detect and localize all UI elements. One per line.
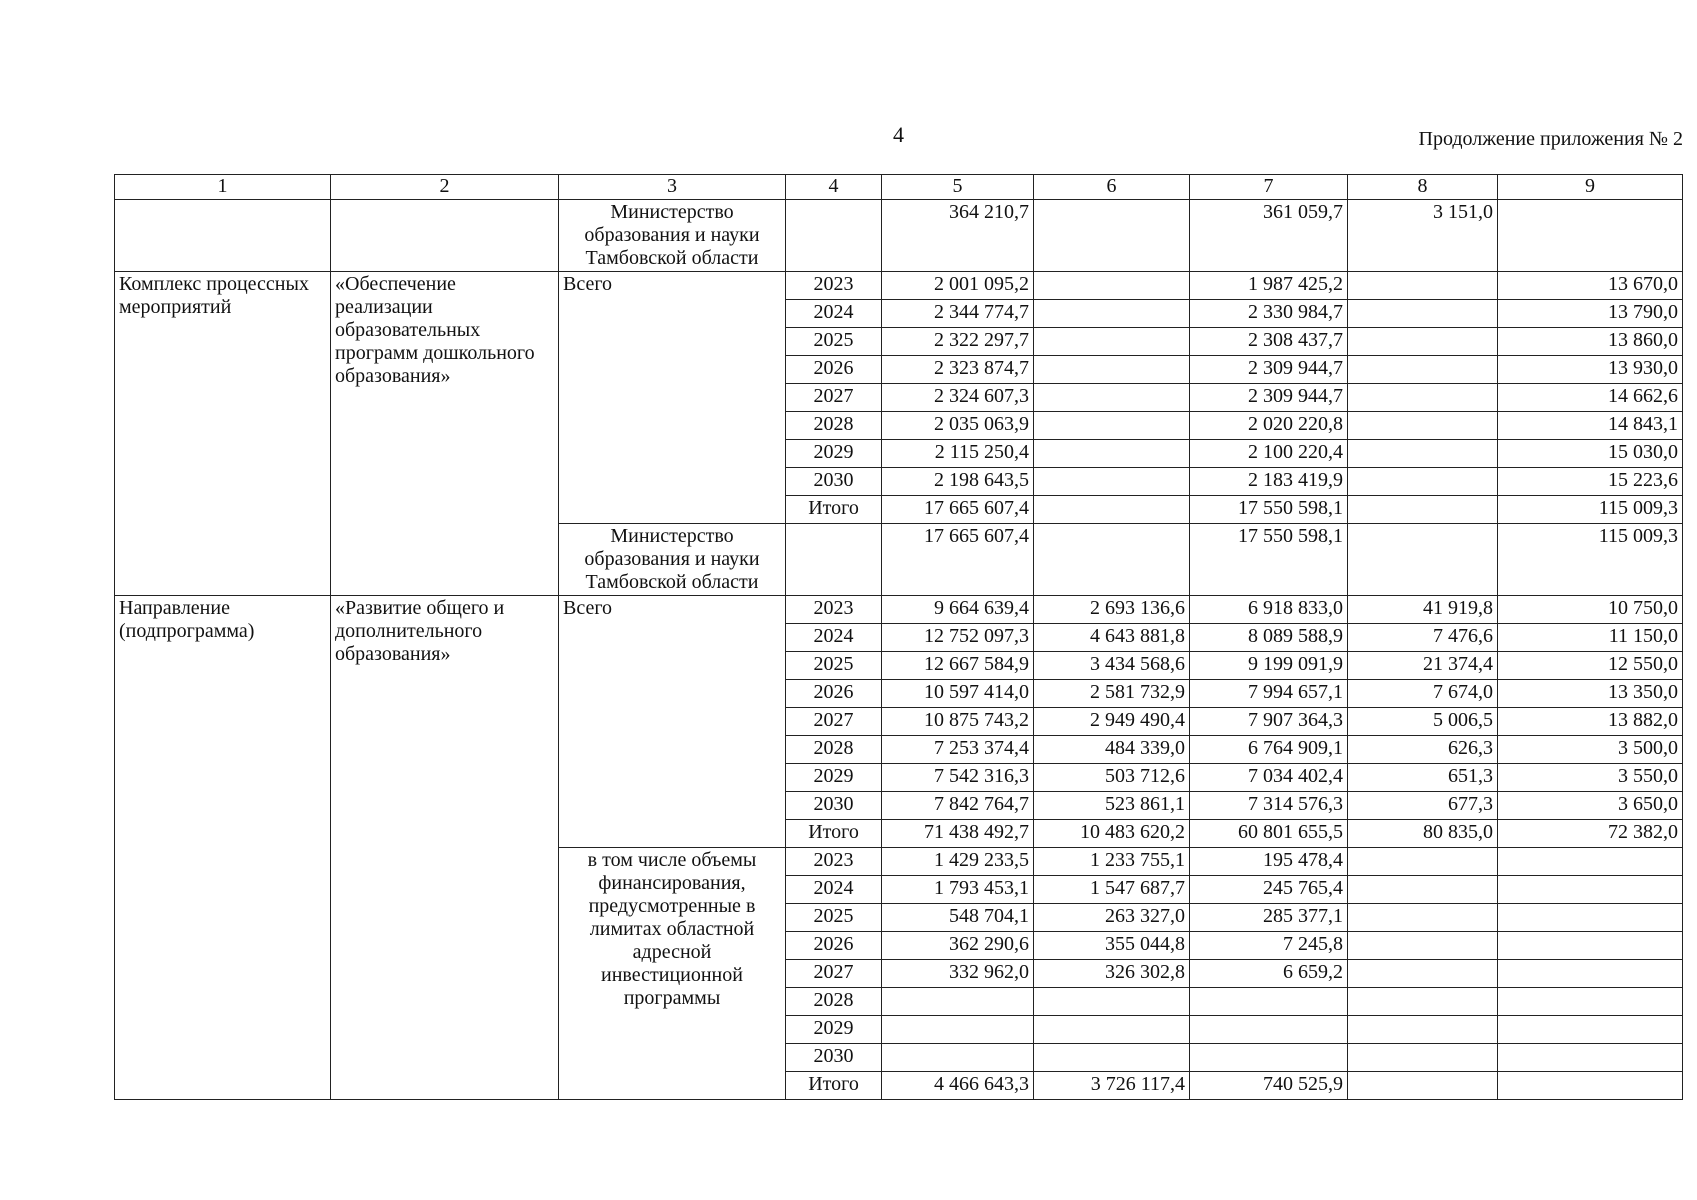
value-cell: 362 290,6 (882, 932, 1034, 960)
value-cell (1498, 988, 1683, 1016)
value-cell (1034, 272, 1190, 300)
value-cell (1498, 960, 1683, 988)
value-cell: 80 835,0 (1348, 820, 1498, 848)
year-cell: 2029 (786, 764, 882, 792)
year-cell: 2028 (786, 412, 882, 440)
value-cell: 677,3 (1348, 792, 1498, 820)
structural-element-name: «Развитие общего и дополнительного образования» (331, 596, 559, 1100)
table-row (115, 272, 1683, 300)
structural-element-name: «Обеспечение реализации образовательных программ дошкольного образования» (331, 272, 559, 596)
year-cell: 2024 (786, 624, 882, 652)
value-cell (1034, 1044, 1190, 1072)
table-row (115, 596, 1683, 624)
column-header: 5 (882, 175, 1034, 200)
value-cell: 2 693 136,6 (1034, 596, 1190, 624)
column-number-row (115, 175, 1683, 200)
value-cell: 7 994 657,1 (1190, 680, 1348, 708)
value-cell (1034, 384, 1190, 412)
value-cell: 6 659,2 (1190, 960, 1348, 988)
value-cell: 7 245,8 (1190, 932, 1348, 960)
value-cell: 332 962,0 (882, 960, 1034, 988)
value-cell: 21 374,4 (1348, 652, 1498, 680)
empty-cell (331, 200, 559, 272)
page-number: 4 (893, 122, 904, 147)
empty-cell (115, 200, 331, 272)
year-cell: 2027 (786, 960, 882, 988)
value-cell (1348, 1016, 1498, 1044)
value-cell (882, 988, 1034, 1016)
empty-cell (786, 200, 882, 272)
value-cell: 9 199 091,9 (1190, 652, 1348, 680)
value-cell: 484 339,0 (1034, 736, 1190, 764)
value-cell (1034, 440, 1190, 468)
value-cell (1034, 412, 1190, 440)
year-cell: 2023 (786, 272, 882, 300)
value-cell (1348, 300, 1498, 328)
value-cell: 7 907 364,3 (1190, 708, 1348, 736)
group-label: в том числе объемы финансирования, предусмотренные в лимитах областной адресной инвестиционной программы (559, 848, 786, 1100)
value-cell: 2 001 095,2 (882, 272, 1034, 300)
value-cell: 12 752 097,3 (882, 624, 1034, 652)
value-cell: 7 842 764,7 (882, 792, 1034, 820)
value-cell (1348, 1044, 1498, 1072)
value-cell: 1 233 755,1 (1034, 848, 1190, 876)
value-cell: 5 006,5 (1348, 708, 1498, 736)
table-body (115, 200, 1683, 1100)
year-cell: 2026 (786, 680, 882, 708)
value-cell (1348, 384, 1498, 412)
value-cell (1348, 524, 1498, 596)
year-cell: 2029 (786, 1016, 882, 1044)
value-cell (882, 1016, 1034, 1044)
value-cell: 361 059,7 (1190, 200, 1348, 272)
value-cell: 1 429 233,5 (882, 848, 1034, 876)
value-cell (1348, 496, 1498, 524)
year-cell: 2025 (786, 904, 882, 932)
year-cell: Итого (786, 496, 882, 524)
column-header: 2 (331, 175, 559, 200)
value-cell (1498, 904, 1683, 932)
column-header: 1 (115, 175, 331, 200)
structural-element-type: Комплекс процессных мероприятий (115, 272, 331, 596)
year-cell: 2027 (786, 384, 882, 412)
year-cell: 2023 (786, 596, 882, 624)
value-cell: 12 550,0 (1498, 652, 1683, 680)
value-cell (1348, 1072, 1498, 1100)
year-cell: 2026 (786, 356, 882, 384)
value-cell: 7 674,0 (1348, 680, 1498, 708)
year-cell: 2023 (786, 848, 882, 876)
value-cell (1034, 524, 1190, 596)
value-cell: 3 434 568,6 (1034, 652, 1190, 680)
value-cell: 4 643 881,8 (1034, 624, 1190, 652)
value-cell: 60 801 655,5 (1190, 820, 1348, 848)
value-cell: 3 500,0 (1498, 736, 1683, 764)
value-cell: 17 665 607,4 (882, 524, 1034, 596)
value-cell (882, 1044, 1034, 1072)
value-cell: 326 302,8 (1034, 960, 1190, 988)
value-cell: 2 020 220,8 (1190, 412, 1348, 440)
year-cell: 2030 (786, 1044, 882, 1072)
value-cell: 2 344 774,7 (882, 300, 1034, 328)
value-cell: 8 089 588,9 (1190, 624, 1348, 652)
column-header: 4 (786, 175, 882, 200)
value-cell: 13 670,0 (1498, 272, 1683, 300)
group-label: Всего (559, 272, 786, 524)
year-cell: 2030 (786, 468, 882, 496)
value-cell (1348, 412, 1498, 440)
value-cell: 1 547 687,7 (1034, 876, 1190, 904)
value-cell: 9 664 639,4 (882, 596, 1034, 624)
appendix-note: Продолжение приложения № 2 (1418, 128, 1683, 150)
value-cell: 6 918 833,0 (1190, 596, 1348, 624)
value-cell (1348, 356, 1498, 384)
value-cell: 2 183 419,9 (1190, 468, 1348, 496)
value-cell: 2 309 944,7 (1190, 356, 1348, 384)
value-cell (1034, 356, 1190, 384)
value-cell: 13 350,0 (1498, 680, 1683, 708)
year-cell: 2028 (786, 988, 882, 1016)
value-cell (1348, 960, 1498, 988)
value-cell: 17 550 598,1 (1190, 524, 1348, 596)
value-cell: 10 750,0 (1498, 596, 1683, 624)
value-cell: 7 476,6 (1348, 624, 1498, 652)
column-header: 7 (1190, 175, 1348, 200)
responsible-executor: Министерство образования и науки Тамбовской области (559, 524, 786, 596)
value-cell: 10 875 743,2 (882, 708, 1034, 736)
value-cell: 1 987 425,2 (1190, 272, 1348, 300)
value-cell: 2 308 437,7 (1190, 328, 1348, 356)
value-cell (1498, 1072, 1683, 1100)
column-header: 9 (1498, 175, 1683, 200)
value-cell: 15 030,0 (1498, 440, 1683, 468)
value-cell: 1 793 453,1 (882, 876, 1034, 904)
value-cell (1034, 328, 1190, 356)
value-cell (1348, 876, 1498, 904)
column-header: 6 (1034, 175, 1190, 200)
responsible-executor: Министерство образования и науки Тамбовской области (559, 200, 786, 272)
value-cell: 355 044,8 (1034, 932, 1190, 960)
value-cell: 2 949 490,4 (1034, 708, 1190, 736)
value-cell: 3 151,0 (1348, 200, 1498, 272)
year-cell: 2028 (786, 736, 882, 764)
value-cell (1348, 904, 1498, 932)
value-cell: 13 790,0 (1498, 300, 1683, 328)
value-cell: 263 327,0 (1034, 904, 1190, 932)
value-cell: 2 330 984,7 (1190, 300, 1348, 328)
value-cell: 285 377,1 (1190, 904, 1348, 932)
value-cell: 3 550,0 (1498, 764, 1683, 792)
value-cell: 626,3 (1348, 736, 1498, 764)
value-cell: 10 597 414,0 (882, 680, 1034, 708)
value-cell: 2 309 944,7 (1190, 384, 1348, 412)
value-cell: 4 466 643,3 (882, 1072, 1034, 1100)
value-cell: 71 438 492,7 (882, 820, 1034, 848)
value-cell: 12 667 584,9 (882, 652, 1034, 680)
year-cell: Итого (786, 820, 882, 848)
value-cell (1498, 932, 1683, 960)
year-cell: 2026 (786, 932, 882, 960)
value-cell: 3 650,0 (1498, 792, 1683, 820)
value-cell: 6 764 909,1 (1190, 736, 1348, 764)
structural-element-type: Направление (подпрограмма) (115, 596, 331, 1100)
value-cell (1034, 468, 1190, 496)
value-cell: 13 930,0 (1498, 356, 1683, 384)
year-cell: 2024 (786, 876, 882, 904)
value-cell (1034, 988, 1190, 1016)
value-cell (1034, 1016, 1190, 1044)
value-cell: 7 314 576,3 (1190, 792, 1348, 820)
value-cell: 245 765,4 (1190, 876, 1348, 904)
year-cell: 2027 (786, 708, 882, 736)
value-cell (1190, 1016, 1348, 1044)
value-cell: 548 704,1 (882, 904, 1034, 932)
value-cell: 2 115 250,4 (882, 440, 1034, 468)
financing-table (114, 174, 1683, 1100)
value-cell: 2 322 297,7 (882, 328, 1034, 356)
value-cell: 115 009,3 (1498, 496, 1683, 524)
value-cell: 503 712,6 (1034, 764, 1190, 792)
value-cell (1498, 1044, 1683, 1072)
value-cell: 10 483 620,2 (1034, 820, 1190, 848)
value-cell: 7 542 316,3 (882, 764, 1034, 792)
year-cell: Итого (786, 1072, 882, 1100)
value-cell: 41 919,8 (1348, 596, 1498, 624)
value-cell: 523 861,1 (1034, 792, 1190, 820)
year-cell: 2025 (786, 328, 882, 356)
value-cell (1498, 1016, 1683, 1044)
value-cell (1348, 988, 1498, 1016)
value-cell (1034, 200, 1190, 272)
year-cell: 2024 (786, 300, 882, 328)
value-cell: 7 034 402,4 (1190, 764, 1348, 792)
value-cell (1498, 848, 1683, 876)
value-cell: 2 100 220,4 (1190, 440, 1348, 468)
value-cell: 195 478,4 (1190, 848, 1348, 876)
value-cell: 115 009,3 (1498, 524, 1683, 596)
value-cell (1190, 988, 1348, 1016)
value-cell (1034, 300, 1190, 328)
value-cell: 17 550 598,1 (1190, 496, 1348, 524)
value-cell: 2 198 643,5 (882, 468, 1034, 496)
value-cell: 15 223,6 (1498, 468, 1683, 496)
value-cell: 13 882,0 (1498, 708, 1683, 736)
empty-cell (786, 524, 882, 596)
value-cell: 2 323 874,7 (882, 356, 1034, 384)
value-cell (1034, 496, 1190, 524)
value-cell: 651,3 (1348, 764, 1498, 792)
value-cell (1348, 468, 1498, 496)
value-cell (1498, 876, 1683, 904)
value-cell: 14 662,6 (1498, 384, 1683, 412)
value-cell: 2 035 063,9 (882, 412, 1034, 440)
value-cell: 7 253 374,4 (882, 736, 1034, 764)
value-cell: 2 581 732,9 (1034, 680, 1190, 708)
value-cell: 14 843,1 (1498, 412, 1683, 440)
value-cell: 13 860,0 (1498, 328, 1683, 356)
value-cell (1348, 328, 1498, 356)
value-cell (1190, 1044, 1348, 1072)
year-cell: 2025 (786, 652, 882, 680)
value-cell (1348, 932, 1498, 960)
column-header: 3 (559, 175, 786, 200)
value-cell (1498, 200, 1683, 272)
value-cell (1348, 440, 1498, 468)
value-cell (1348, 848, 1498, 876)
column-header: 8 (1348, 175, 1498, 200)
value-cell (1348, 272, 1498, 300)
table-row (115, 200, 1683, 272)
value-cell: 740 525,9 (1190, 1072, 1348, 1100)
group-label: Всего (559, 596, 786, 848)
year-cell: 2029 (786, 440, 882, 468)
value-cell: 2 324 607,3 (882, 384, 1034, 412)
value-cell: 11 150,0 (1498, 624, 1683, 652)
year-cell: 2030 (786, 792, 882, 820)
value-cell: 72 382,0 (1498, 820, 1683, 848)
value-cell: 3 726 117,4 (1034, 1072, 1190, 1100)
value-cell: 364 210,7 (882, 200, 1034, 272)
value-cell: 17 665 607,4 (882, 496, 1034, 524)
